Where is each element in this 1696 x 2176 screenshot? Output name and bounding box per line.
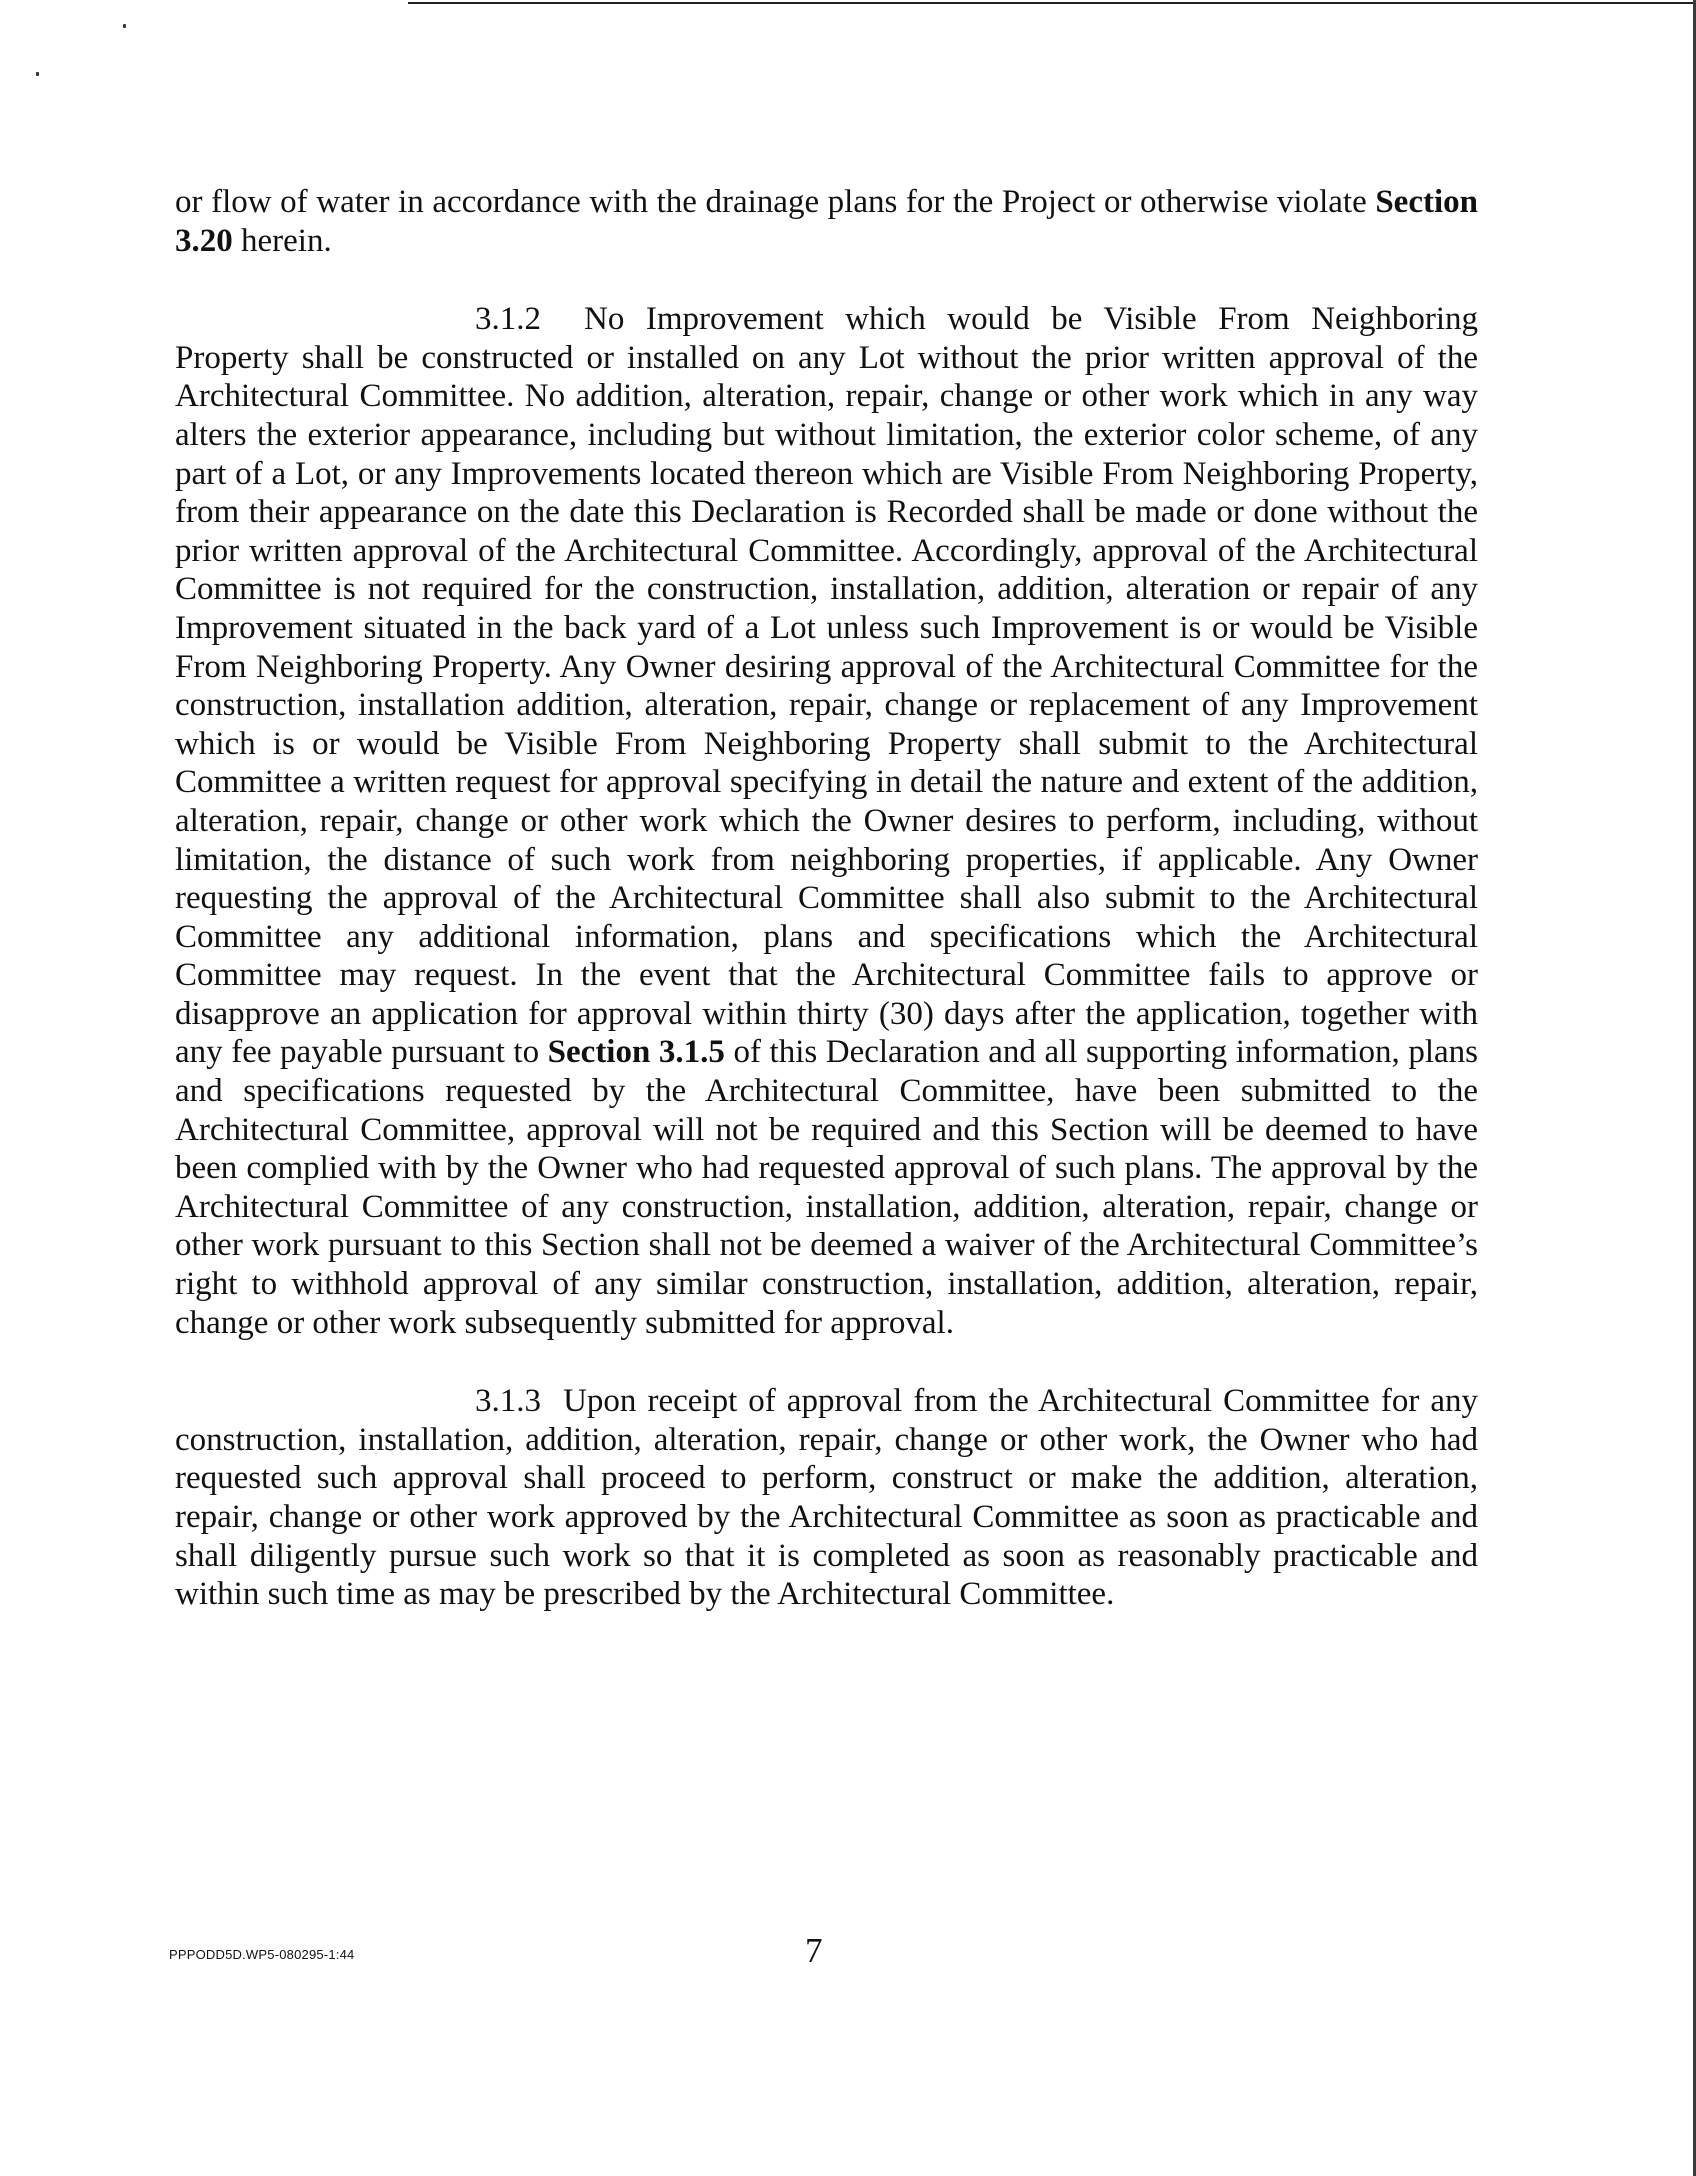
page-number: 7 xyxy=(805,1931,823,1970)
section-reference: Section 3.20 xyxy=(175,184,1478,259)
section-3-1-3-paragraph xyxy=(175,1382,1478,1614)
scan-speck xyxy=(36,72,39,76)
scan-speck xyxy=(123,24,126,28)
section-reference: Section 3.1.5 xyxy=(547,1034,725,1071)
scan-top-rule xyxy=(408,2,1696,4)
continuation-text-after: herein. xyxy=(232,222,332,259)
section-number: 3.1.3 xyxy=(475,1383,541,1420)
document-body xyxy=(175,183,1478,1654)
footer-file-code: PPPODD5D.WP5-080295-1:44 xyxy=(169,1947,355,1962)
continuation-text-before: or flow of water in accordance with the drainage plans for the Project or otherwise violate xyxy=(175,184,1376,220)
section-3-1-2-text-after: of this Declaration and all supporting information, plans and specifications requested by the Architectural Committee, have been submitted to the Architectural Committee, approval will not be required and this Section will be deemed to have been complied with by the Owner who had requested approval of such plans. The approval by the Architectural Committee of any construction, installation, addition, alteration, repair, change or other work pursuant to this Section shall not be deemed a waiver of the Architectural Committee’s right to withhold approval of any similar construction, installation, addition, alteration, repair, change or other work subsequently submitted for approval. xyxy=(175,1034,1478,1341)
continuation-paragraph xyxy=(175,183,1478,260)
section-3-1-2-paragraph xyxy=(175,300,1478,1342)
section-number: 3.1.2 xyxy=(475,301,541,338)
section-3-1-2-text-before: No Improvement which would be Visible From Neighboring Property shall be constructed or installed on any Lot without the prior written approval of the Architectural Committee. No addition, alteration, repair, change or other work which in any way alters the exterior appearance, including but without limitation, the exterior color scheme, of any part of a Lot, or any Improvements located thereon which are Visible From Neighboring Property, from their appearance on the date this Declaration is Recorded shall be made or done without the prior written approval of the Architectural Committee. Accordingly, approval of the Architectural Committee is not required for the construction, installation, addition, alteration or repair of any Improvement situated in the back yard of a Lot unless such Improvement is or would be Visible From Neighboring Property. Any Owner desiring approval of the Architectural Committee for the construction, installation addition, alteration, repair, change or replacement of any Improvement which is or would be Visible From Neighboring Property shall submit to the Architectural Committee a written request for approval specifying in detail the nature and extent of the addition, alteration, repair, change or other work which the Owner desires to perform, including, without limitation, the distance of such work from neighboring properties, if applicable. Any Owner requesting the approval of the Architectural Committee shall also submit to the Architectural Committee any additional information, plans and specifications which the Architectural Committee may request. In the event that the Architectural Committee fails to approve or disapprove an application for approval within thirty (30) days after the application, together with any fee payable pursuant to xyxy=(175,301,1479,1071)
section-3-1-3-text: Upon receipt of approval from the Architectural Committee for any construction, installation, addition, alteration, repair, change or other work, the Owner who had requested such approval shall proceed to perform, construct or make the addition, alteration, repair, change or other work approved by the Architectural Committee as soon as practicable and shall diligently pursue such work so that it is completed as soon as reasonably practicable and within such time as may be prescribed by the Architectural Committee. xyxy=(175,1383,1479,1613)
